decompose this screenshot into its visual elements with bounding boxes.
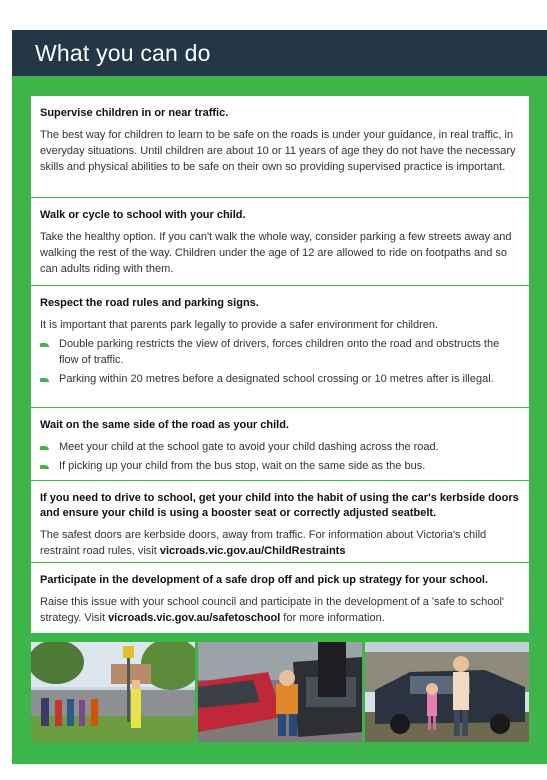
- content-panel: [31, 96, 529, 633]
- child-restraints-link[interactable]: vicroads.vic.gov.au/ChildRestraints: [159, 545, 346, 557]
- section-road-rules: [31, 286, 529, 408]
- section-text: Take the healthy option. If you can't walk the whole way, consider parking a few streets away and walking the rest of the way. Children under the age of 12 are allowed to ride on footpaths and so can adults riding with them.: [40, 231, 512, 275]
- list-item: [40, 458, 520, 474]
- bullet-icon: [40, 336, 59, 368]
- school-crossing-photo: [31, 642, 195, 742]
- section-drop-off-strategy: [31, 563, 529, 633]
- list-item: [40, 371, 520, 387]
- list-item-text: Double parking restricts the view of drivers, forces children onto the road and obstructs the flow of traffic.: [59, 338, 500, 366]
- section-title: Supervise children in or near traffic.: [40, 107, 229, 119]
- list-item-text: Parking within 20 metres before a designated school crossing or 10 metres after is illegal.: [59, 373, 494, 385]
- text-segment: The safest doors are kerbside doors, away from traffic. For information about Victoria's child restraint road rules, visit: [40, 529, 487, 557]
- section-title: Respect the road rules and parking signs.: [40, 297, 259, 309]
- list-item-text: Meet your child at the school gate to avoid your child dashing across the road.: [59, 441, 439, 453]
- section-text: The best way for children to learn to be safe on the roads is under your guidance, in real traffic, in everyday situations. Until children are about 10 or 11 years of age they do not have the necessary skills and physical abilities to be safe on their own so providing supervised practice is important.: [40, 129, 516, 173]
- section-title: If you need to drive to school, get your child into the habit of using the car's kerbside doors and ensure your child is using a booster seat or correctly adjusted seatbelt.: [40, 492, 519, 519]
- section-text: It is important that parents park legally to provide a safer environment for children.: [40, 319, 439, 331]
- safe-to-school-link[interactable]: vicroads.vic.gov.au/safetoschool: [108, 612, 281, 624]
- section-same-side: [31, 408, 529, 481]
- section-drive: [31, 481, 529, 563]
- list-item-text: If picking up your child from the bus stop, wait on the same side as the bus.: [59, 460, 426, 472]
- bullet-icon: [40, 458, 59, 474]
- list-item: [40, 439, 520, 455]
- bullet-icon: [40, 439, 59, 455]
- section-title: Participate in the development of a safe drop off and pick up strategy for your school.: [40, 574, 489, 586]
- text-segment: Raise this issue with your school council and participate in the development of a 'safe to school' strategy. Visit: [40, 596, 505, 624]
- section-text: [40, 594, 520, 626]
- list-item: [40, 336, 520, 368]
- page-title: What you can do: [35, 39, 211, 66]
- bullet-icon: [40, 371, 59, 387]
- text-segment: for more information.: [280, 612, 385, 624]
- section-text: [40, 527, 520, 559]
- page-header: [12, 30, 547, 76]
- child-exiting-car-photo: [198, 642, 362, 742]
- section-title: Walk or cycle to school with your child.: [40, 209, 246, 221]
- section-supervise: [31, 96, 529, 198]
- section-title: Wait on the same side of the road as your child.: [40, 419, 289, 431]
- parent-and-child-at-car-photo: [365, 642, 529, 742]
- section-walk-cycle: [31, 198, 529, 286]
